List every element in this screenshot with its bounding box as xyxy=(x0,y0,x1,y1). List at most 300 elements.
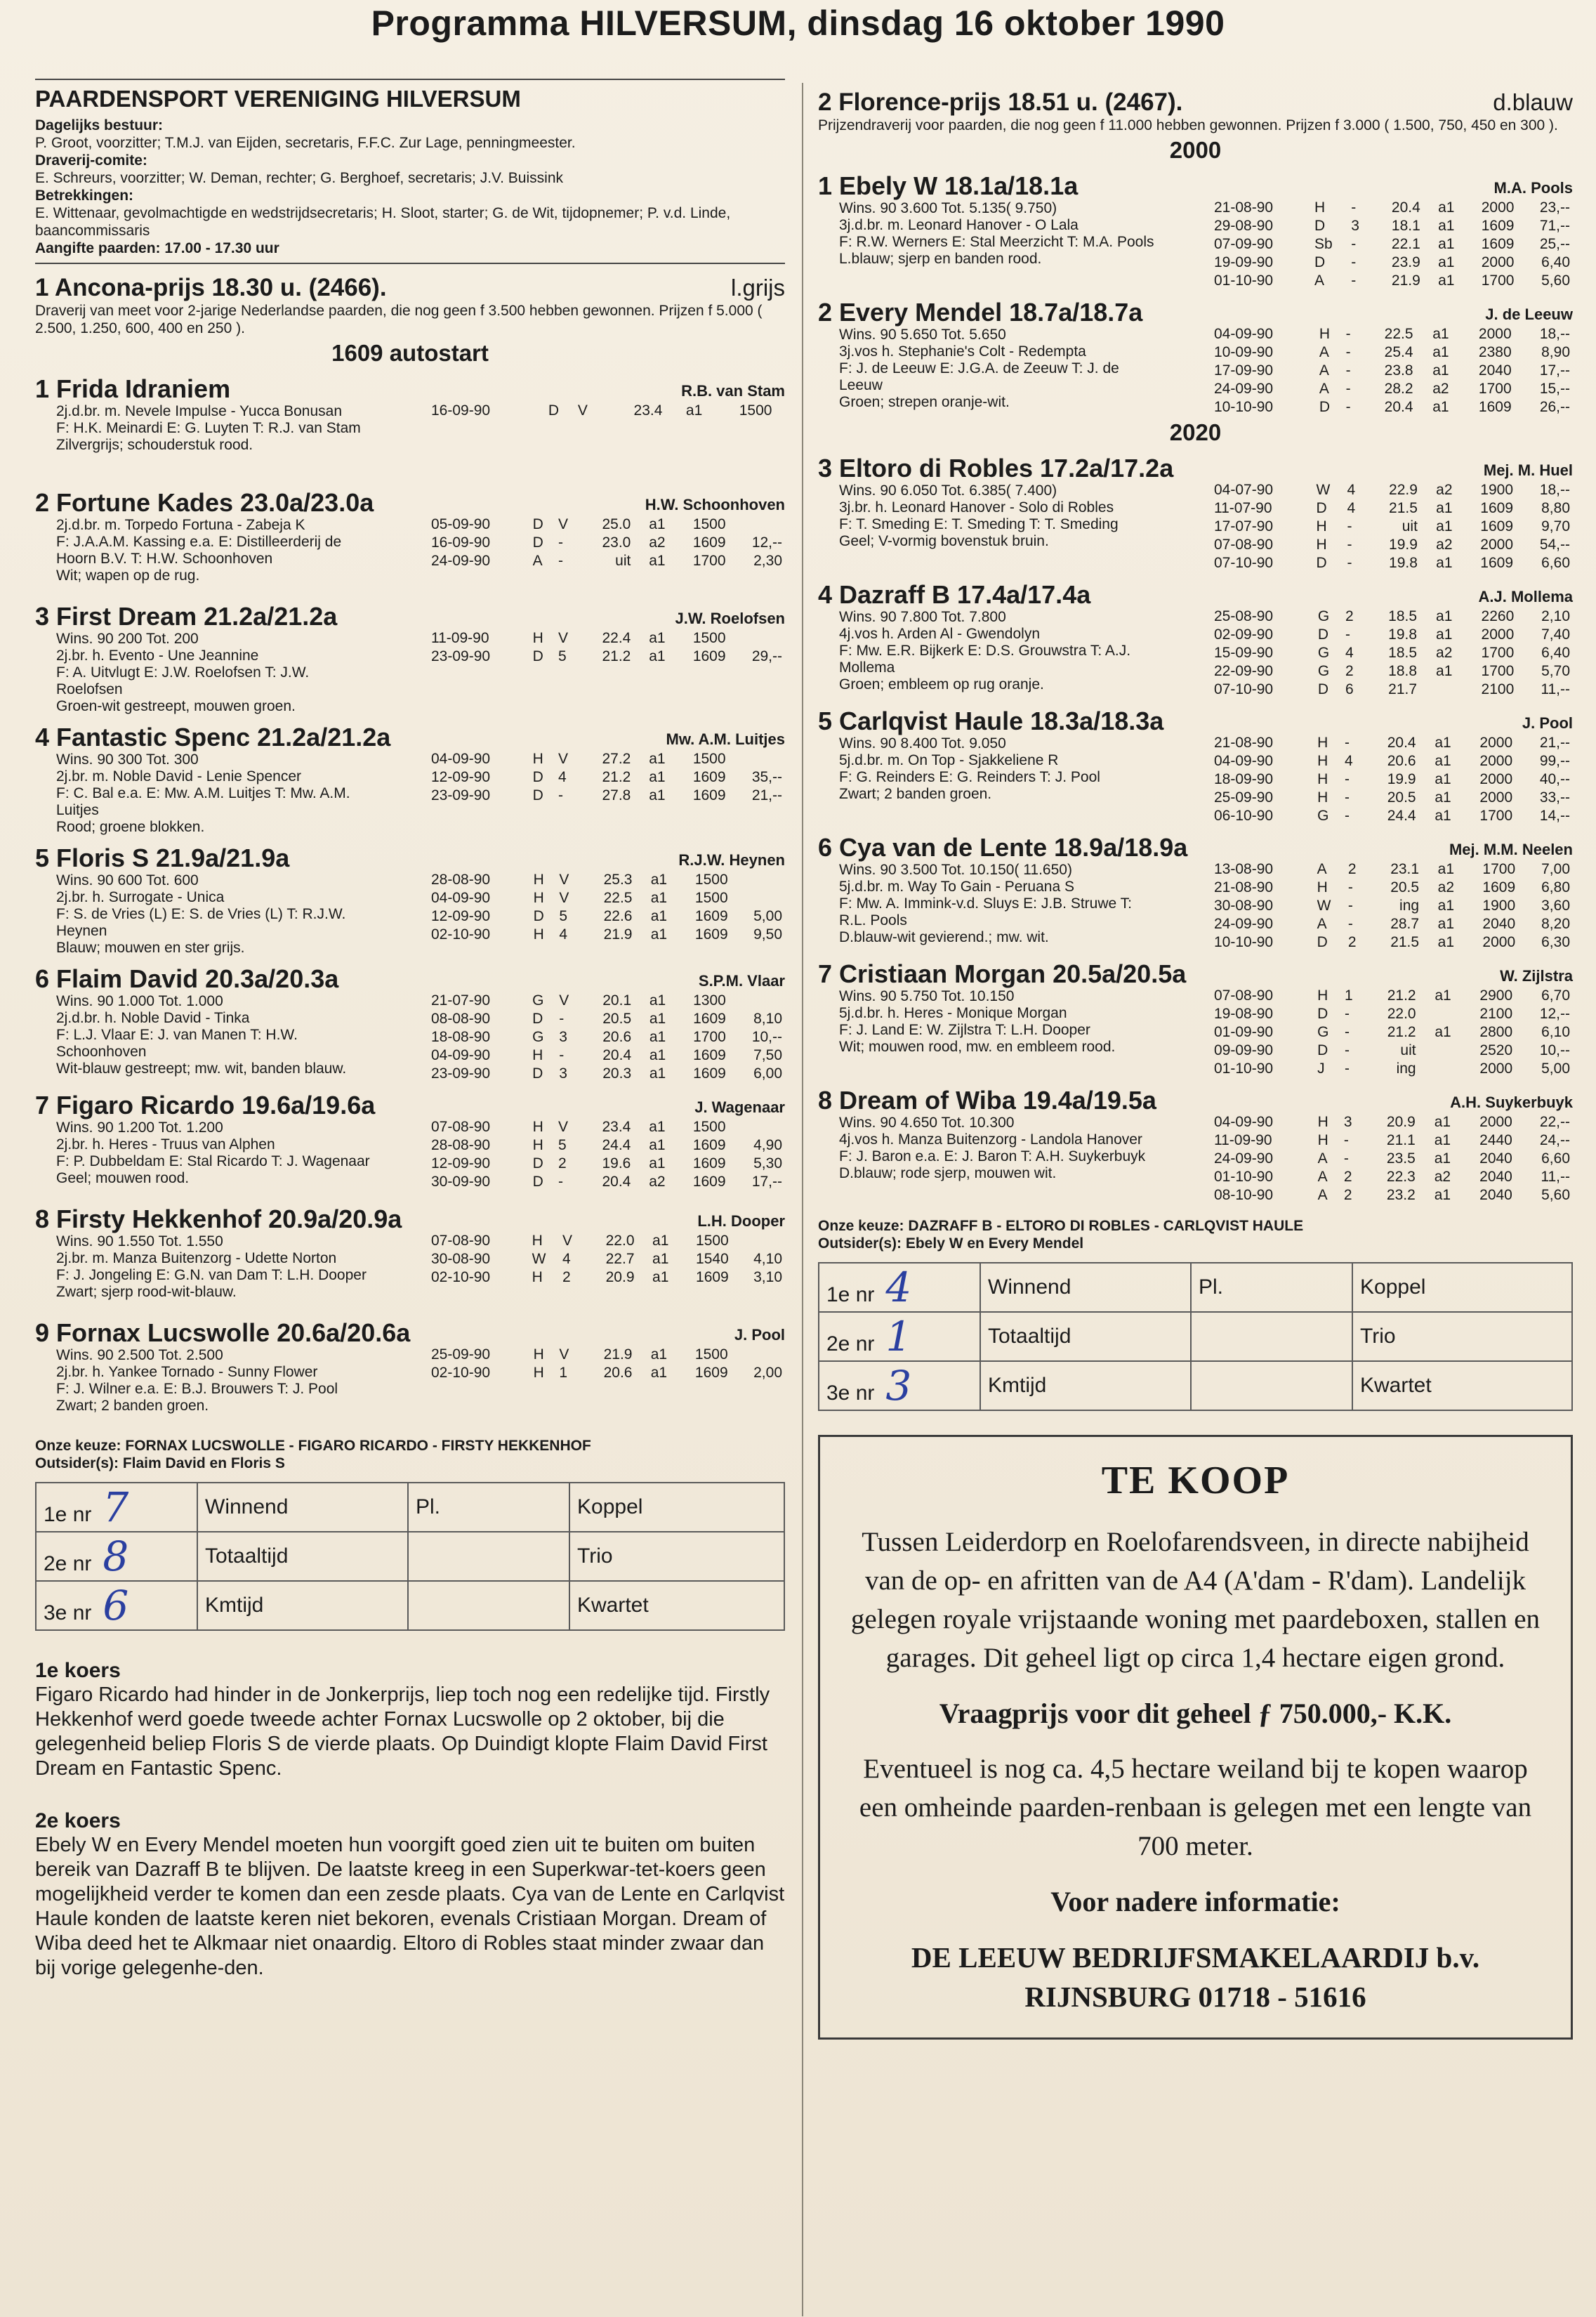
position-label: 2e nr xyxy=(826,1332,875,1356)
run-cell: 1700 xyxy=(1481,663,1515,679)
run-cell: a1 xyxy=(1436,555,1453,571)
bet-place xyxy=(1191,1312,1352,1361)
left-column xyxy=(35,79,785,1981)
run-cell: 1500 xyxy=(696,1233,729,1249)
horse-detail: Schoonhoven xyxy=(56,1044,147,1060)
run-cell: A xyxy=(532,553,543,569)
run-row xyxy=(428,1250,785,1268)
run-row xyxy=(428,1010,785,1028)
run-cell: a1 xyxy=(1435,808,1451,824)
run-cell: 2040 xyxy=(1479,1187,1512,1203)
run-cell: A xyxy=(1317,1169,1328,1185)
horse-detail: F: J.A.A.M. Kassing e.a. E: Distilleerderij de xyxy=(56,534,342,550)
run-cell: 9,50 xyxy=(753,926,782,943)
horse-form xyxy=(428,965,785,1083)
run-cell: 1609 xyxy=(692,1155,726,1171)
run-cell: a1 xyxy=(649,516,666,532)
run-cell: ing xyxy=(1396,1061,1416,1077)
run-cell: 04-09-90 xyxy=(431,751,491,767)
run-cell: 1700 xyxy=(693,1029,726,1045)
run-row xyxy=(1211,752,1573,770)
run-cell: 1700 xyxy=(1479,808,1513,824)
run-cell: 25-09-90 xyxy=(1214,789,1274,806)
run-cell: a1 xyxy=(1438,254,1455,270)
horse-detail: Wins. 90 1.550 Tot. 1.550 xyxy=(56,1233,223,1249)
run-row xyxy=(1211,681,1573,699)
run-cell: W xyxy=(1317,898,1331,914)
run-row xyxy=(1211,380,1573,398)
run-row xyxy=(428,1364,785,1382)
bet-type: Totaaltijd xyxy=(980,1312,1191,1361)
run-cell: 6,30 xyxy=(1541,934,1570,950)
run-cell xyxy=(729,992,785,1010)
run-cell: D xyxy=(532,516,543,532)
run-cell: 21-07-90 xyxy=(431,992,491,1009)
run-cell: V xyxy=(558,751,569,767)
run-cell: 2,10 xyxy=(1541,608,1570,624)
horse-detail: F: C. Bal e.a. E: Mw. A.M. Luitjes T: Mw. A.M. xyxy=(56,785,350,801)
trainer-name: S.P.M. Vlaar xyxy=(698,972,785,990)
run-cell: H xyxy=(1317,1114,1328,1130)
horse-entry xyxy=(818,1087,1573,1205)
horse-detail: F: T. Smeding E: T. Smeding T: T. Smeding xyxy=(839,516,1119,532)
horse-info xyxy=(35,375,428,480)
our-pick: Onze keuze: FORNAX LUCSWOLLE - FIGARO RICARDO - FIRSTY HEKKENHOF xyxy=(35,1438,591,1454)
trainer-name: R.B. van Stam xyxy=(681,382,785,400)
run-cell: 1609 xyxy=(1482,879,1516,895)
run-cell: 19.8 xyxy=(1389,555,1418,571)
run-cell: - xyxy=(1345,399,1351,415)
run-cell: 27.8 xyxy=(602,787,631,803)
run-cell xyxy=(729,1118,785,1136)
run-cell: 2 xyxy=(1347,861,1357,877)
horse-detail: 2j.d.br. m. Torpedo Fortuna - Zabeja K xyxy=(56,517,305,533)
horse-detail: 5j.d.br. m. On Top - Sjakkeliene R xyxy=(839,752,1059,768)
run-cell: 7,50 xyxy=(753,1047,782,1063)
run-cell: 28-08-90 xyxy=(431,872,491,888)
run-cell: 22.1 xyxy=(1391,236,1420,252)
run-cell: D xyxy=(1316,555,1327,571)
run-cell: H xyxy=(532,751,543,767)
horse-info xyxy=(818,960,1211,1078)
run-cell: V xyxy=(558,630,569,646)
run-cell: 20.9 xyxy=(605,1269,635,1285)
race-color: d.blauw xyxy=(1493,89,1573,115)
horse-detail: 3j.br. h. Leonard Hanover - Solo di Robles xyxy=(839,499,1114,516)
horse-detail: Wins. 90 600 Tot. 600 xyxy=(56,872,199,888)
run-cell: - xyxy=(1345,1006,1350,1022)
run-row xyxy=(428,992,785,1010)
bet-place: Pl. xyxy=(1191,1263,1352,1312)
run-cell: 05-09-90 xyxy=(431,516,491,532)
run-cell: 1900 xyxy=(1482,898,1516,914)
run-cell: 23.2 xyxy=(1386,1187,1416,1203)
trainer-name: Mw. A.M. Luitjes xyxy=(666,730,785,748)
trainer-name: W. Zijlstra xyxy=(1500,967,1573,985)
run-cell: a1 xyxy=(1436,626,1453,643)
run-cell: G xyxy=(1317,645,1330,661)
run-row xyxy=(428,648,785,666)
run-cell: H xyxy=(1317,789,1328,806)
run-cell: H xyxy=(1317,753,1328,769)
race-header xyxy=(818,88,1573,117)
run-cell: 2040 xyxy=(1479,1169,1512,1185)
past-runs-table xyxy=(428,1346,785,1382)
run-cell: 22.6 xyxy=(603,908,633,924)
race-header xyxy=(35,274,785,302)
run-cell: D xyxy=(532,1174,543,1190)
distance-heading: 1609 autostart xyxy=(331,340,489,366)
run-cell xyxy=(731,1346,785,1364)
run-cell: 23.9 xyxy=(1391,254,1420,270)
run-cell: 17-07-90 xyxy=(1214,518,1274,534)
run-row xyxy=(1211,254,1573,272)
run-cell: uit xyxy=(1402,518,1418,534)
horse-form xyxy=(1211,707,1573,825)
run-cell: 4 xyxy=(1345,645,1354,661)
run-cell: 18,-- xyxy=(1539,326,1570,342)
run-cell: a1 xyxy=(649,751,666,767)
run-cell: 23,-- xyxy=(1539,199,1570,216)
run-cell: 07-08-90 xyxy=(431,1233,491,1249)
horse-detail: L.blauw; sjerp en banden rood. xyxy=(839,251,1042,267)
run-cell: H xyxy=(532,630,543,646)
horse-info xyxy=(818,707,1211,825)
run-cell: 4 xyxy=(559,926,567,943)
run-row xyxy=(1211,217,1573,235)
run-cell: V xyxy=(558,1119,569,1135)
run-cell: 1609 xyxy=(1481,218,1515,234)
run-cell: 4 xyxy=(1345,753,1353,769)
horse-detail: Wins. 90 300 Tot. 300 xyxy=(56,751,199,768)
horse-detail: F: J. de Leeuw E: J.G.A. de Zeeuw T: J. de xyxy=(839,360,1119,376)
run-cell: 21.5 xyxy=(1390,934,1420,950)
horse-detail: Wins. 90 3.500 Tot. 10.150( 11.650) xyxy=(839,862,1072,878)
horse-detail: F: P. Dubbeldam E: Stal Ricardo T: J. Wagenaar xyxy=(56,1153,370,1169)
run-cell: 4 xyxy=(562,1251,571,1267)
horse-detail: Wins. 90 1.000 Tot. 1.000 xyxy=(56,993,223,1009)
horse-detail: Wit-blauw gestreept; mw. wit, banden blauw. xyxy=(56,1061,347,1077)
run-cell: 1609 xyxy=(692,1137,726,1153)
run-cell: V xyxy=(562,1233,572,1249)
horse-form xyxy=(1211,581,1573,699)
run-cell: 6,80 xyxy=(1541,879,1570,895)
ad-company: DE LEEUW BEDRIJFSMAKELAARDIJ b.v. xyxy=(911,1941,1480,1974)
horse-form xyxy=(428,844,785,957)
run-cell: a1 xyxy=(1438,273,1455,289)
run-cell: H xyxy=(532,1137,543,1153)
horse-detail: Heynen xyxy=(56,923,107,939)
past-runs-table xyxy=(1211,481,1573,572)
horse-form xyxy=(428,1091,785,1197)
run-cell: 07-08-90 xyxy=(1214,537,1274,553)
run-cell: a2 xyxy=(1432,381,1449,397)
run-row xyxy=(1211,518,1573,536)
run-cell: A xyxy=(1319,362,1329,379)
club-info xyxy=(35,86,785,257)
run-cell: 1500 xyxy=(692,630,726,646)
run-row xyxy=(428,402,785,420)
run-row xyxy=(428,1136,785,1155)
run-cell: 20.5 xyxy=(1390,879,1420,895)
run-row xyxy=(1211,608,1573,626)
run-cell: 1 xyxy=(559,1365,567,1381)
horse-detail: Wins. 90 5.750 Tot. 10.150 xyxy=(839,988,1015,1004)
run-cell: 16-09-90 xyxy=(431,402,491,419)
horse-entry xyxy=(35,965,785,1083)
run-cell: 1700 xyxy=(1478,381,1512,397)
run-cell: 10-10-90 xyxy=(1214,399,1274,415)
run-cell: - xyxy=(1345,344,1351,360)
run-cell: 1609 xyxy=(1481,236,1515,252)
run-cell: 5 xyxy=(559,908,567,924)
run-cell: a1 xyxy=(649,1137,666,1153)
horse-detail: F: L.J. Vlaar E: J. van Manen T: H.W. xyxy=(56,1027,298,1043)
bet-place xyxy=(408,1532,569,1581)
run-row xyxy=(1211,626,1573,644)
horse-entry xyxy=(35,844,785,957)
horse-detail: Leeuw xyxy=(839,377,883,393)
registration-time: Aangifte paarden: 17.00 - 17.30 uur xyxy=(35,240,279,256)
race-conditions: Prijzendraverij voor paarden, die nog geen f 11.000 hebben gewonnen. Prijzen f 3.000 ( 1.500, 750, 450 en 300 ). xyxy=(818,117,1558,133)
past-runs-table xyxy=(1211,987,1573,1078)
run-row xyxy=(428,871,785,889)
run-cell: 24.4 xyxy=(602,1137,631,1153)
run-cell: 2100 xyxy=(1479,1006,1513,1022)
run-row xyxy=(1211,879,1573,897)
run-cell: 17,-- xyxy=(751,1174,782,1190)
bet-combo: Kwartet xyxy=(1352,1361,1572,1410)
run-cell: 20.9 xyxy=(1386,1114,1416,1130)
run-row xyxy=(428,534,785,552)
run-cell: 7,40 xyxy=(1541,626,1570,643)
run-cell: 16-09-90 xyxy=(431,534,491,551)
run-cell: 1609 xyxy=(1480,500,1514,516)
run-cell: V xyxy=(559,872,569,888)
run-cell: a1 xyxy=(1434,1187,1451,1203)
horse-name: 1 Frida Idraniem xyxy=(35,374,231,403)
horse-name: 3 Eltoro di Robles 17.2a/17.2a xyxy=(818,454,1174,483)
horse-name: 4 Fantastic Spenc 21.2a/21.2a xyxy=(35,723,391,751)
bet-place xyxy=(408,1581,569,1630)
run-row xyxy=(1211,362,1573,380)
past-runs-table xyxy=(428,1118,785,1191)
club-name: PAARDENSPORT VERENIGING HILVERSUM xyxy=(35,86,521,112)
run-cell: a1 xyxy=(652,1233,669,1249)
run-row xyxy=(1211,1042,1573,1060)
run-cell: 11-09-90 xyxy=(1214,1132,1272,1148)
bet-form xyxy=(35,1482,785,1631)
horse-form xyxy=(428,1205,785,1311)
run-row xyxy=(1211,536,1573,554)
run-cell: 22.9 xyxy=(1389,482,1418,498)
handwritten-number[interactable]: 3 xyxy=(885,1362,912,1410)
horse-detail: 4j.vos h. Manza Buitenzorg - Landola Hanover xyxy=(839,1131,1142,1148)
run-cell: 5,60 xyxy=(1541,1187,1570,1203)
run-cell: a1 xyxy=(1432,326,1449,342)
run-row xyxy=(1211,644,1573,662)
run-cell: 1 xyxy=(1345,987,1353,1004)
horse-form xyxy=(1211,454,1573,572)
run-cell: 21-08-90 xyxy=(1214,199,1274,216)
race-color: l.grijs xyxy=(730,275,785,301)
run-cell: a1 xyxy=(650,872,668,888)
run-cell: 21.9 xyxy=(1391,273,1420,289)
run-cell: 1609 xyxy=(693,1011,726,1027)
horse-detail: F: J. Land E: W. Zijlstra T: L.H. Dooper xyxy=(839,1022,1090,1038)
run-cell: 2000 xyxy=(1480,537,1514,553)
run-cell: 11,-- xyxy=(1541,681,1570,697)
run-cell: 01-10-90 xyxy=(1214,273,1274,289)
run-cell: 21.9 xyxy=(603,1346,633,1363)
run-cell: 20.3 xyxy=(602,1065,632,1082)
run-cell: 1700 xyxy=(1482,861,1516,877)
run-cell: 19.9 xyxy=(1389,537,1418,553)
run-cell: H xyxy=(1317,987,1328,1004)
handwritten-number[interactable]: 4 xyxy=(885,1263,912,1311)
horse-detail: Wins. 90 1.200 Tot. 1.200 xyxy=(56,1120,223,1136)
run-cell: H xyxy=(1316,537,1327,553)
run-row xyxy=(428,1155,785,1173)
run-cell: 17,-- xyxy=(1539,362,1570,379)
run-cell: 24-09-90 xyxy=(431,553,491,569)
our-pick: Onze keuze: DAZRAFF B - ELTORO DI ROBLES - CARLQVIST HAULE xyxy=(818,1218,1304,1234)
run-cell: 23.4 xyxy=(602,1119,631,1135)
run-cell: - xyxy=(1345,771,1350,787)
run-cell: 20.4 xyxy=(602,1047,632,1063)
run-cell: 12,-- xyxy=(751,534,782,551)
run-row xyxy=(428,787,785,805)
past-runs-table xyxy=(428,629,785,666)
run-cell: 10,-- xyxy=(751,1029,782,1045)
horse-form xyxy=(1211,298,1573,416)
run-cell: a1 xyxy=(1435,753,1451,769)
horse-detail: F: J. Wilner e.a. E: B.J. Brouwers T: J. Pool xyxy=(56,1381,338,1397)
commentary-body: Ebely W en Every Mendel moeten hun voorgift goed zien uit te buiten om buiten bereik van Dazraff B te blijven. De laatste kreeg in een Superkwar-tet-koers geen mogelijkheid verder te komen dan een zesde plaats. Cya van de Lente en Carlqvist Haule konden de laatste keren niet bekoren, evenals Cristiaan Morgan. Dream of Wiba deed het te Alkmaar niet onaardig. Eltoro di Robles staat minder zwaar dan bij vorige gelegenhe-den. xyxy=(35,1834,785,1979)
run-row xyxy=(1211,235,1573,254)
run-cell: 6,60 xyxy=(1541,555,1570,571)
run-cell xyxy=(1419,1005,1454,1023)
run-cell: 2,30 xyxy=(753,553,782,569)
run-cell: 12,-- xyxy=(1539,1006,1570,1022)
horse-detail: Roelofsen xyxy=(56,681,123,697)
run-cell: a1 xyxy=(650,1346,668,1363)
run-row xyxy=(1211,1113,1573,1131)
horse-detail: Zilvergrijs; schouderstuk rood. xyxy=(56,437,253,453)
run-cell: 2 xyxy=(1343,1187,1352,1203)
run-cell: - xyxy=(1345,1042,1350,1058)
run-cell: 25-08-90 xyxy=(1214,608,1274,624)
run-cell: V xyxy=(577,402,588,419)
run-cell xyxy=(1419,1042,1454,1060)
run-cell: A xyxy=(1317,1187,1328,1203)
run-cell: 1609 xyxy=(1480,555,1514,571)
run-cell: H xyxy=(1317,735,1328,751)
run-cell: a1 xyxy=(650,890,668,906)
run-cell: 71,-- xyxy=(1539,218,1570,234)
run-cell: D xyxy=(532,534,543,551)
run-cell: 13-08-90 xyxy=(1214,861,1274,877)
run-cell: 18,-- xyxy=(1539,482,1570,498)
run-cell: a1 xyxy=(1436,500,1453,516)
run-cell: A xyxy=(1317,861,1327,877)
run-cell: 1609 xyxy=(693,1047,726,1063)
run-cell: - xyxy=(1351,236,1357,252)
run-cell: 2380 xyxy=(1478,344,1512,360)
horse-info xyxy=(35,489,428,594)
run-cell: a2 xyxy=(1434,1169,1451,1185)
horse-detail: Wins. 90 7.800 Tot. 7.800 xyxy=(839,609,1006,625)
run-cell: 20.4 xyxy=(1387,735,1416,751)
run-cell: G xyxy=(1317,808,1329,824)
horse-name: 3 First Dream 21.2a/21.2a xyxy=(35,602,338,631)
board-label: Dagelijks bestuur: xyxy=(35,117,164,133)
run-cell: H xyxy=(533,872,544,888)
run-cell: 5,00 xyxy=(1541,1061,1570,1077)
run-row xyxy=(1211,1186,1573,1205)
run-row xyxy=(428,768,785,787)
run-cell: 20.4 xyxy=(602,1174,631,1190)
handwritten-number[interactable]: 7 xyxy=(103,1483,129,1531)
run-cell: 2000 xyxy=(1482,934,1516,950)
handwritten-number[interactable]: 8 xyxy=(103,1532,129,1580)
horse-entry xyxy=(35,1205,785,1311)
run-cell: A xyxy=(1314,273,1324,289)
run-cell: 24-09-90 xyxy=(1214,1150,1274,1167)
run-cell: a1 xyxy=(1437,934,1454,950)
horse-detail: F: S. de Vries (L) E: S. de Vries (L) T: R.J.W. xyxy=(56,906,346,922)
horse-detail: F: Mw. E.R. Bijkerk E: D.S. Grouwstra T: A.J. xyxy=(839,643,1131,659)
past-runs-table xyxy=(428,516,785,570)
run-cell: a1 xyxy=(649,648,666,664)
run-cell: 2100 xyxy=(1481,681,1515,697)
run-cell: 18-08-90 xyxy=(431,1029,491,1045)
run-cell: 22-09-90 xyxy=(1214,663,1274,679)
run-cell: a1 xyxy=(1437,916,1454,932)
run-cell: 2440 xyxy=(1479,1132,1512,1148)
run-row xyxy=(1211,1131,1573,1150)
run-cell: 07-10-90 xyxy=(1214,555,1274,571)
run-cell: 21.9 xyxy=(603,926,633,943)
horse-detail: F: R.W. Werners E: Stal Meerzicht T: M.A. Pools xyxy=(839,234,1154,250)
run-cell: 1609 xyxy=(1480,518,1514,534)
horse-detail: 2j.br. h. Yankee Tornado - Sunny Flower xyxy=(56,1364,318,1380)
run-cell: a2 xyxy=(1436,537,1453,553)
run-cell: 4,10 xyxy=(753,1251,782,1267)
run-cell: 6,10 xyxy=(1541,1024,1570,1040)
run-cell: a1 xyxy=(1437,898,1454,914)
run-cell: 24-09-90 xyxy=(1214,381,1274,397)
run-cell: 40,-- xyxy=(1539,771,1570,787)
run-cell: 8,20 xyxy=(1541,916,1570,932)
run-cell: 1540 xyxy=(696,1251,729,1267)
bet-type: Winnend xyxy=(197,1483,408,1532)
horse-detail: Wit; mouwen rood, mw. en embleem rood. xyxy=(839,1039,1116,1055)
run-cell: 28.2 xyxy=(1384,381,1413,397)
handwritten-number[interactable]: 1 xyxy=(885,1313,912,1360)
run-cell: a1 xyxy=(1438,218,1455,234)
past-runs-table xyxy=(1211,608,1573,699)
bet-combo: Trio xyxy=(1352,1312,1572,1361)
handwritten-number[interactable]: 6 xyxy=(103,1582,129,1629)
run-cell: 19.8 xyxy=(1388,626,1418,643)
run-cell: 4 xyxy=(558,769,567,785)
run-cell: 3 xyxy=(1351,218,1359,234)
horse-detail: Geel; V-vormig bovenstuk bruin. xyxy=(839,533,1049,549)
trainer-name: A.J. Mollema xyxy=(1478,588,1573,605)
horse-detail: Mollema xyxy=(839,659,895,676)
run-cell: 1500 xyxy=(694,872,728,888)
